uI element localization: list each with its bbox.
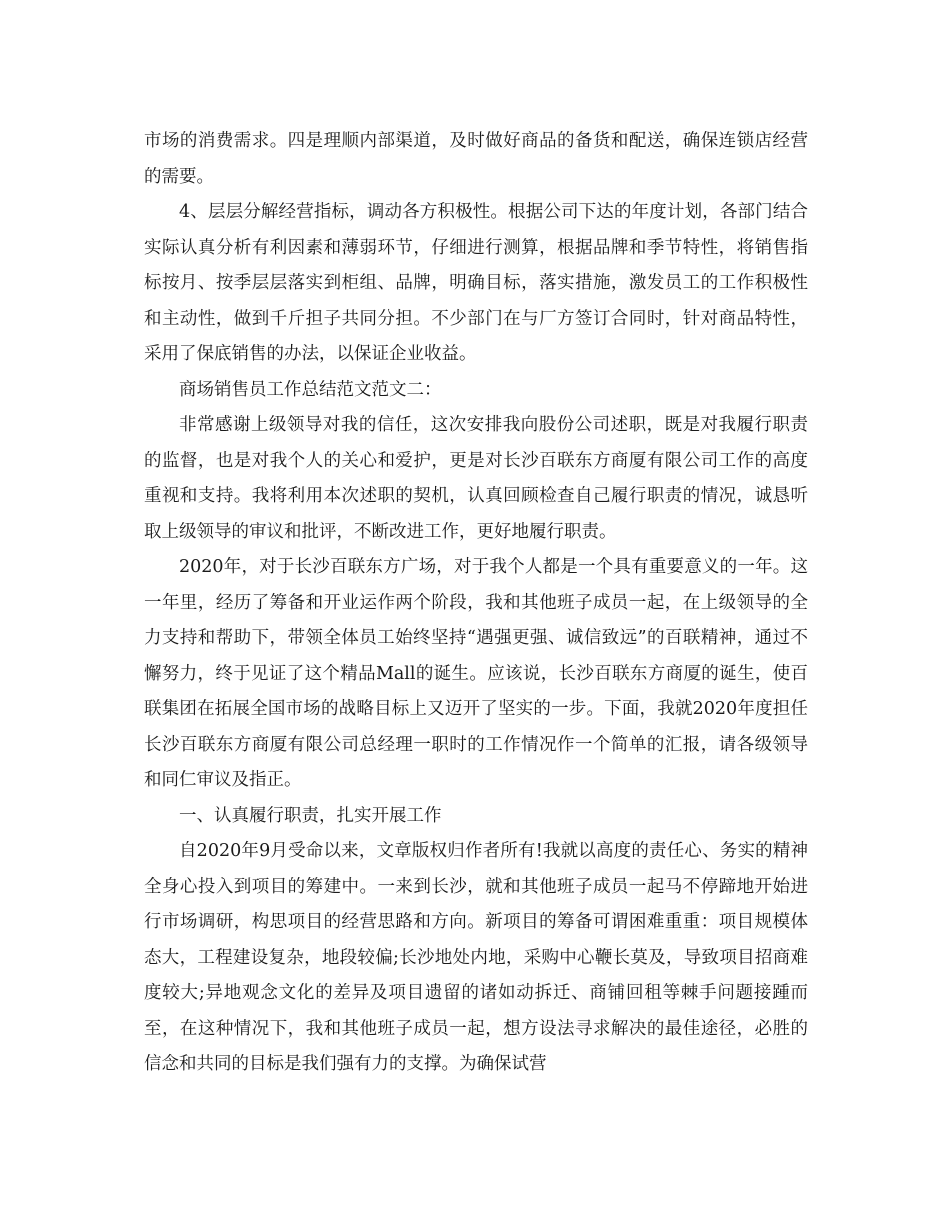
section-heading-one: 一、认真履行职责，扎实开展工作	[179, 805, 442, 826]
paragraph-4: 2020年，对于长沙百联东方广场，对于我个人都是一个具有重要意义的一年。这一年里，经历了筹备和开业运作两个阶段，我和其他班子成员一起，在上级领导的全力支持和帮助下，带领全体员工始终坚持“遇强更强、诚信致远”的百联精神，通过不懈努力，终于见证了这个精品Mall的诞生。应该说，长沙百联东方商厦的诞生，使百联集团在拓展全国市场的战略目标上又迈开了坚实的一步。下面，我就2020年度担任长沙百联东方商厦有限公司总经理一职时的工作情况作一个简单的汇报，请各级领导和同仁审议及指正。	[144, 557, 808, 790]
paragraph-1: 市场的消费需求。四是理顺内部渠道，及时做好商品的备货和配送，确保连锁店经营的需要。	[144, 131, 808, 187]
paragraph-3: 非常感谢上级领导对我的信任，这次安排我向股份公司述职，既是对我履行职责的监督，也是对我个人的关心和爱护，更是对长沙百联东方商厦有限公司工作的高度重视和支持。我将利用本次述职的契机，认真回顾检查自己履行职责的情况，诚恳听取上级领导的审议和批评，不断改进工作，更好地履行职责。	[144, 415, 808, 542]
section-heading-sample-two: 商场销售员工作总结范文范文二：	[179, 379, 442, 400]
paragraph-2: 4、层层分解经营指标，调动各方积极性。根据公司下达的年度计划，各部门结合实际认真分析有利因素和薄弱环节，仔细进行测算，根据品牌和季节特性，将销售指标按月、按季层层落实到柜组、品牌，明确目标，落实措施，激发员工的工作积极性和主动性，做到千斤担子共同分担。不少部门在与厂方签订合同时，针对商品特性，采用了保底销售的办法，以保证企业收益。	[144, 202, 808, 364]
document-body	[144, 124, 808, 1083]
paragraph-5: 自2020年9月受命以来，文章版权归作者所有!我就以高度的责任心、务实的精神全身心投入到项目的筹建中。一来到长沙，就和其他班子成员一起马不停蹄地开始进行市场调研，构思项目的经营思路和方向。新项目的筹备可谓困难重重：项目规模体态大，工程建设复杂，地段较偏;长沙地处内地，采购中心鞭长莫及，导致项目招商难度较大;异地观念文化的差异及项目遗留的诸如动拆迁、商铺回租等棘手问题接踵而至，在这种情况下，我和其他班子成员一起，想方设法寻求解决的最佳途径，必胜的信念和共同的目标是我们强有力的支撑。为确保试营	[144, 841, 808, 1074]
